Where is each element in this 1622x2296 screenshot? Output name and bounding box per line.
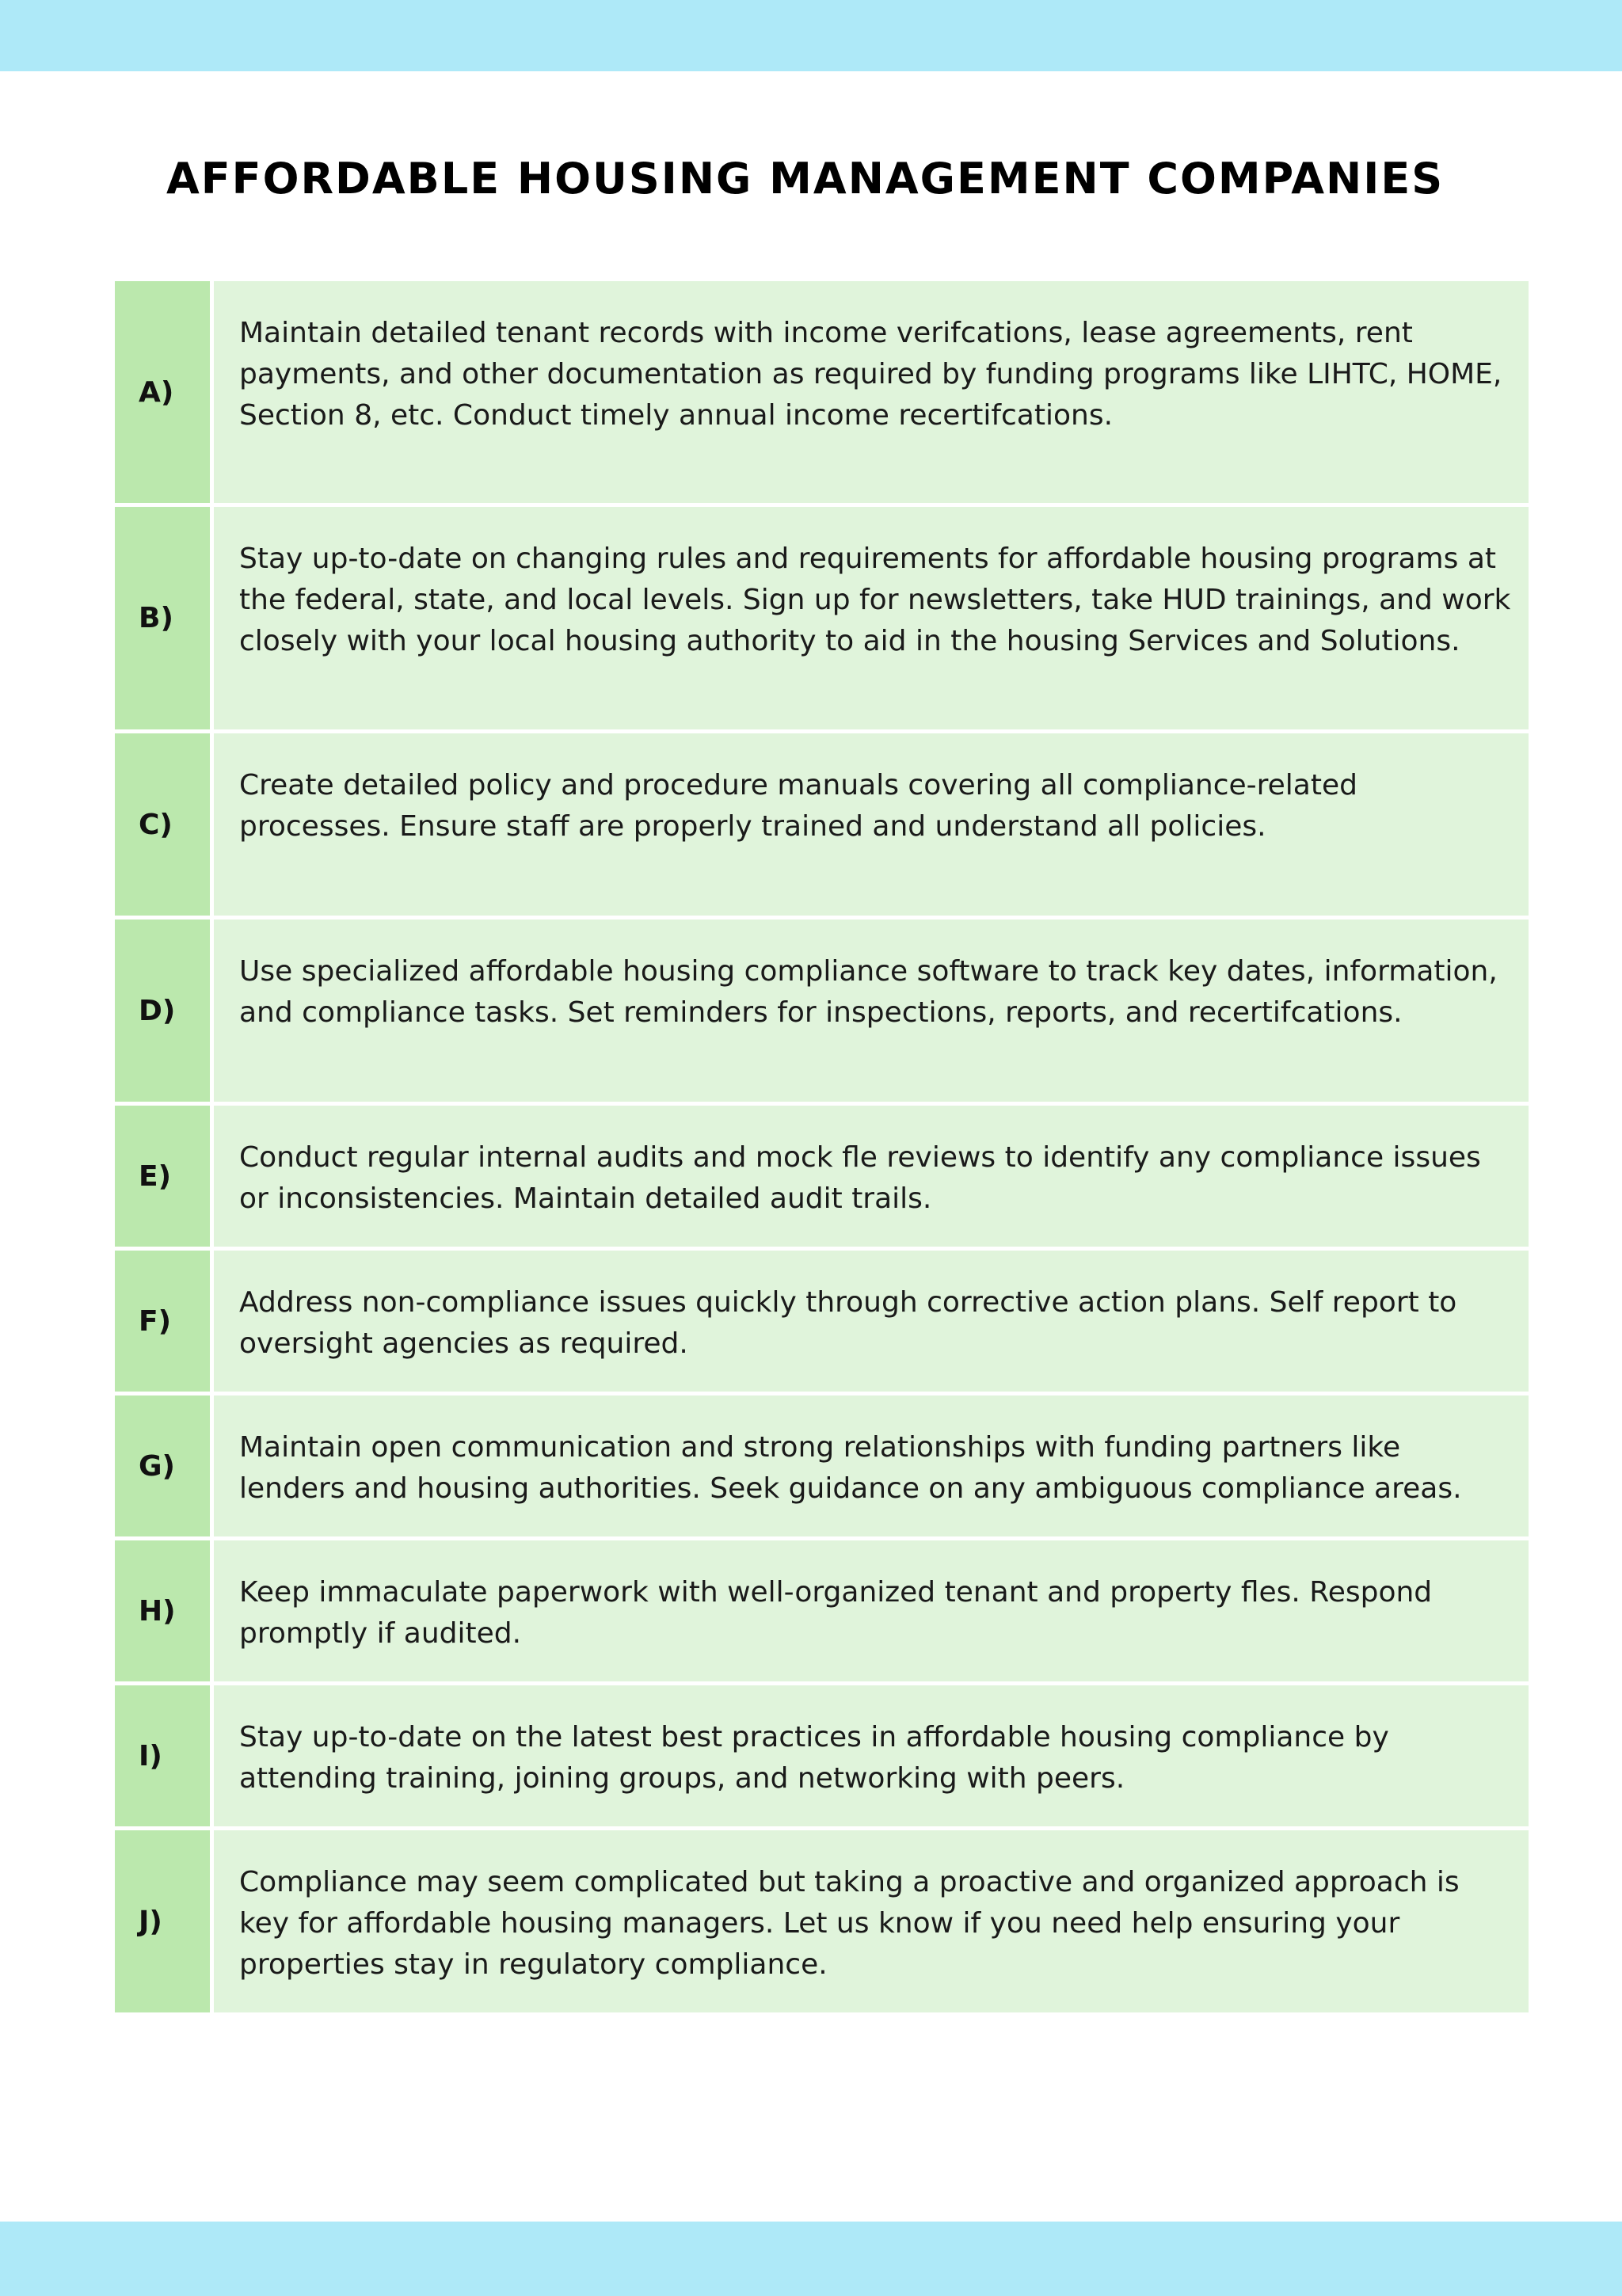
item-text: Conduct regular internal audits and mock fle reviews to identify any compliance issues or inconsistencies. Maintain detailed audit trails. <box>214 1106 1529 1247</box>
item-text: Address non-compliance issues quickly through corrective action plans. Self report to oversight agencies as required. <box>214 1251 1529 1392</box>
item-label: B) <box>115 507 214 729</box>
item-text: Stay up-to-date on the latest best practices in affordable housing compliance by attending training, joining groups, and networking with peers. <box>214 1685 1529 1826</box>
list-item-j <box>115 1830 1529 2012</box>
item-label: A) <box>115 281 214 503</box>
page-title: AFFORDABLE HOUSING MANAGEMENT COMPANIES <box>166 154 1445 204</box>
top-band <box>0 0 1622 71</box>
item-label: I) <box>115 1685 214 1826</box>
compliance-list <box>115 281 1529 2012</box>
item-label: D) <box>115 920 214 1102</box>
item-label: G) <box>115 1395 214 1536</box>
item-text: Compliance may seem complicated but taking a proactive and organized approach is key for affordable housing managers. Let us know if you need help ensuring your properties stay in regulatory compliance. <box>214 1830 1529 2012</box>
item-text: Keep immaculate paperwork with well-organized tenant and property fles. Respond promptly if audited. <box>214 1540 1529 1681</box>
item-label: E) <box>115 1106 214 1247</box>
list-item-g <box>115 1395 1529 1540</box>
item-label: F) <box>115 1251 214 1392</box>
list-item-c <box>115 733 1529 920</box>
item-text: Maintain detailed tenant records with income verifcations, lease agreements, rent payments, and other documentation as required by funding programs like LIHTC, HOME, Section 8, etc. Conduct timely annual income recertifcations. <box>214 281 1529 503</box>
item-text: Use specialized affordable housing compliance software to track key dates, information, and compliance tasks. Set reminders for inspections, reports, and recertifcations. <box>214 920 1529 1102</box>
item-text: Maintain open communication and strong relationships with funding partners like lenders and housing authorities. Seek guidance on any ambiguous compliance areas. <box>214 1395 1529 1536</box>
list-item-i <box>115 1685 1529 1830</box>
list-item-b <box>115 507 1529 733</box>
item-label: J) <box>115 1830 214 2012</box>
list-item-e <box>115 1106 1529 1251</box>
item-text: Stay up-to-date on changing rules and requirements for affordable housing programs at the federal, state, and local levels. Sign up for newsletters, take HUD trainings, and work closely with your local housing authority to aid in the housing Services and Solutions. <box>214 507 1529 729</box>
list-item-f <box>115 1251 1529 1395</box>
bottom-band <box>0 2222 1622 2296</box>
item-label: C) <box>115 733 214 916</box>
item-label: H) <box>115 1540 214 1681</box>
list-item-d <box>115 920 1529 1106</box>
item-text: Create detailed policy and procedure manuals covering all compliance-related processes. Ensure staff are properly trained and understand all policies. <box>214 733 1529 916</box>
list-item-h <box>115 1540 1529 1685</box>
list-item-a <box>115 281 1529 507</box>
